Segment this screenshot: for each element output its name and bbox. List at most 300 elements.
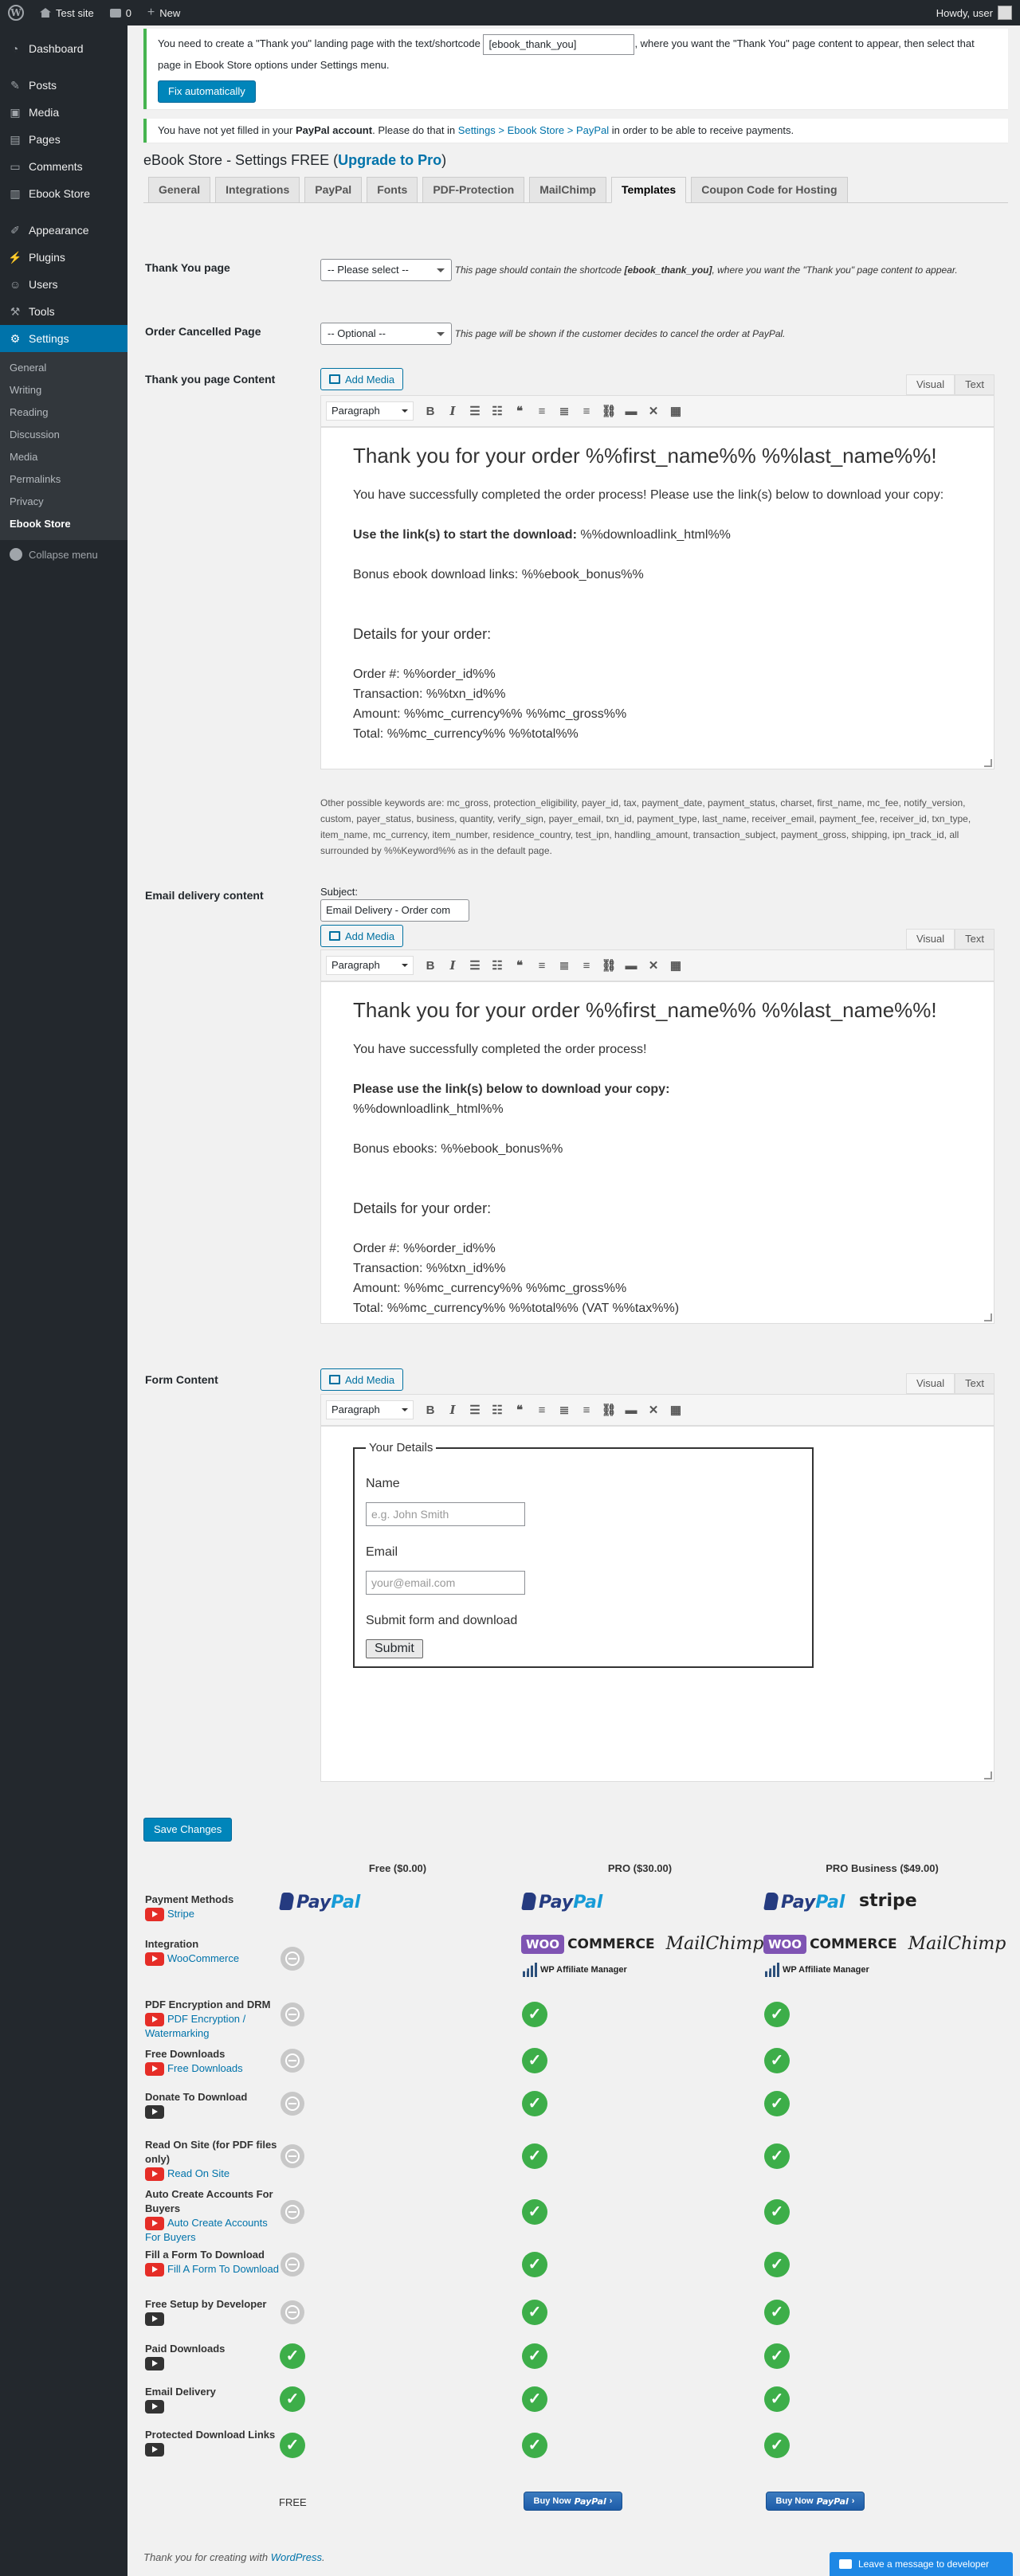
wpam-text: WP Affiliate Manager — [540, 1965, 627, 1975]
editor-paragraph — [353, 1079, 962, 1099]
editor-toolbar — [320, 395, 994, 427]
plus-icon: + — [147, 6, 155, 19]
woocommerce-logo — [763, 1934, 1006, 1954]
not-included-icon — [280, 2253, 304, 2277]
bold-icon[interactable]: B — [426, 404, 435, 418]
editor-paragraph: You have successfully completed the order process! — [353, 1043, 647, 1056]
format-select[interactable]: Paragraph — [326, 401, 414, 421]
order-cancelled-desc: This page will be shown if the customer decides to cancel the order at PayPal. — [454, 328, 786, 339]
sidebar-item-label: Users — [29, 278, 58, 291]
check-icon: ✓ — [522, 2343, 547, 2369]
tab-mailchimp[interactable]: MailChimp — [529, 177, 606, 203]
editor-heading: Thank you for your order %%first_name%% %%last_name%%! — [353, 998, 937, 1022]
read-more-icon[interactable]: ▬ — [625, 404, 638, 418]
text-tab[interactable]: Text — [955, 929, 994, 949]
check-icon: ✓ — [764, 2433, 790, 2458]
tab-integrations[interactable]: Integrations — [215, 177, 300, 203]
page-title-text: eBook Store - Settings FREE ( — [143, 151, 339, 168]
tab-templates[interactable]: Templates — [611, 177, 686, 203]
paypal-word: Pal — [573, 1893, 603, 1912]
tab-general[interactable]: General — [148, 177, 210, 203]
feature-link[interactable]: WooCommerce — [167, 1952, 240, 1964]
blockquote-icon[interactable]: ❝ — [516, 1403, 524, 1417]
check-icon: ✓ — [764, 2002, 790, 2027]
fullscreen-icon[interactable]: ✕ — [648, 1403, 659, 1417]
italic-icon[interactable]: I — [449, 1403, 456, 1417]
stripe-logo: stripe — [859, 1891, 917, 1911]
link-icon[interactable]: ⛓ — [601, 959, 617, 973]
submenu-privacy[interactable]: Privacy — [10, 495, 44, 507]
feature-name: Fill a Form To Download — [145, 2249, 265, 2261]
submenu-discussion[interactable]: Discussion — [10, 429, 60, 440]
youtube-icon[interactable] — [145, 2312, 164, 2326]
toolbar-toggle-icon[interactable]: ▦ — [669, 959, 682, 973]
row-label — [145, 2090, 280, 2119]
feature-link[interactable]: Read On Site — [167, 2167, 230, 2179]
footer-text: Thank you for creating with — [143, 2551, 271, 2563]
page-title-end: ) — [441, 151, 447, 168]
visual-tab[interactable]: Visual — [906, 1373, 955, 1394]
align-right-icon[interactable]: ≡ — [583, 958, 590, 973]
footer-end: . — [322, 2551, 325, 2563]
not-included-icon — [280, 2300, 304, 2324]
align-left-icon[interactable]: ≡ — [538, 404, 546, 418]
thankyou-editor — [320, 374, 994, 793]
text-tab[interactable]: Text — [955, 1373, 994, 1394]
editor-paragraph: Bonus ebooks: %%ebook_bonus%% — [353, 1142, 563, 1156]
pages-icon: ▤ — [10, 133, 21, 146]
site-name: Test site — [56, 6, 94, 19]
woocommerce-logo — [521, 1934, 763, 1954]
format-select[interactable]: Paragraph — [326, 956, 414, 975]
row-label — [145, 2138, 280, 2181]
order-cancelled-label: Order Cancelled Page — [145, 325, 261, 338]
feature-name: Email Delivery — [145, 2386, 216, 2398]
mailchimp-logo: MailChimp — [908, 1934, 1006, 1954]
feature-link[interactable]: Auto Create Accounts For Buyers — [145, 2217, 268, 2244]
sidebar-item-media[interactable] — [0, 99, 128, 126]
feature-link[interactable]: Free Downloads — [167, 2062, 243, 2074]
form-fieldset — [353, 1441, 814, 1668]
check-icon: ✓ — [522, 2002, 547, 2027]
thank-you-page-desc — [455, 264, 958, 276]
sidebar-item-label: Comments — [29, 160, 83, 173]
bullet-list-icon[interactable]: ☰ — [469, 1403, 481, 1417]
editor-content[interactable] — [320, 427, 994, 769]
submenu-ebook-store[interactable]: Ebook Store — [10, 518, 71, 530]
check-icon: ✓ — [764, 2048, 790, 2073]
sidebar-item-label: Settings — [29, 332, 69, 345]
check-icon: ✓ — [764, 2343, 790, 2369]
book-icon: ▥ — [10, 187, 21, 200]
sidebar-item-appearance[interactable] — [0, 217, 128, 244]
editor-tabs — [906, 929, 994, 949]
tab-pdf-protection[interactable]: PDF-Protection — [422, 177, 524, 203]
not-included-icon — [280, 2200, 304, 2224]
editor-line: Order #: %%order_id%% — [353, 1242, 496, 1255]
check-icon: ✓ — [522, 2048, 547, 2073]
email-content-label: Email delivery content — [145, 889, 264, 902]
check-icon: ✓ — [522, 2143, 547, 2169]
align-left-icon[interactable]: ≡ — [538, 1403, 546, 1417]
editor-toolbar — [320, 1394, 994, 1426]
chat-label: Leave a message to developer — [858, 2558, 990, 2570]
row-label — [145, 2342, 280, 2370]
editor-toolbar — [320, 949, 994, 981]
feature-name: Protected Download Links — [145, 2429, 276, 2441]
submenu-general[interactable]: General — [10, 362, 47, 374]
check-icon: ✓ — [764, 2300, 790, 2325]
youtube-icon[interactable] — [145, 2443, 164, 2457]
check-icon: ✓ — [764, 2199, 790, 2225]
notice-text: You have not yet filled in your — [158, 123, 293, 136]
text-tab[interactable]: Text — [955, 374, 994, 395]
fullscreen-icon[interactable]: ✕ — [648, 405, 659, 418]
row-label — [145, 2297, 280, 2326]
editor-line: Amount: %%mc_currency%% %%mc_gross%% — [353, 1282, 627, 1295]
editor-tabs — [906, 374, 994, 395]
youtube-icon[interactable] — [145, 2167, 164, 2181]
check-icon: ✓ — [280, 2433, 305, 2458]
numbered-list-icon[interactable]: ☷ — [492, 405, 503, 418]
youtube-icon[interactable] — [145, 2217, 164, 2230]
youtube-icon[interactable] — [145, 1952, 164, 1966]
editor-paragraph: Bonus ebook download links: %%ebook_bonus%% — [353, 568, 644, 581]
submenu-reading[interactable]: Reading — [10, 406, 49, 418]
submit-text: Submit form and download — [366, 1614, 518, 1627]
blockquote-icon[interactable]: ❝ — [516, 959, 524, 973]
check-icon: ✓ — [522, 2091, 547, 2116]
sidebar-item-users[interactable] — [0, 271, 128, 298]
italic-icon[interactable]: I — [449, 404, 456, 418]
column-header-pro: PRO ($30.00) — [607, 1862, 673, 1874]
feature-name: PDF Encryption and DRM — [145, 1999, 271, 2010]
editor-paragraph: Details for your order: — [353, 1200, 492, 1216]
paypal-logo — [523, 1893, 602, 1912]
sidebar-item-settings[interactable] — [0, 325, 128, 352]
wordpress-link[interactable]: WordPress — [270, 2551, 322, 2563]
upgrade-link[interactable]: Upgrade to Pro — [338, 151, 442, 168]
email-editor — [320, 929, 994, 1347]
plugin-icon: ⚡ — [8, 251, 22, 264]
order-cancelled-field — [320, 323, 786, 345]
submenu-permalinks[interactable]: Permalinks — [10, 473, 61, 485]
youtube-icon[interactable] — [145, 2105, 164, 2119]
site-name-menu[interactable] — [32, 0, 102, 25]
resize-handle[interactable] — [984, 759, 992, 767]
wordpress-logo-icon: W — [8, 5, 24, 21]
align-right-icon[interactable]: ≡ — [583, 1403, 590, 1417]
check-icon: ✓ — [522, 2252, 547, 2277]
comments-count: 0 — [125, 6, 131, 19]
paypal-logo — [765, 1893, 845, 1912]
youtube-icon[interactable] — [145, 2357, 164, 2370]
feature-name: Integration — [145, 1938, 199, 1950]
feature-link[interactable]: PDF Encryption / Watermarking — [145, 2013, 246, 2040]
link-icon[interactable]: ⛓ — [601, 1403, 617, 1417]
notice-text: . Please do that in — [372, 123, 456, 136]
sidebar-item-pages[interactable] — [0, 126, 128, 153]
feature-name: Auto Create Accounts For Buyers — [145, 2188, 273, 2214]
media-icon: ▣ — [10, 106, 21, 119]
desc-code: [ebook_thank_you] — [624, 264, 712, 276]
row-label — [145, 2248, 280, 2277]
editor-line: Amount: %%mc_currency%% %%mc_gross%% — [353, 707, 627, 721]
notice-bold: PayPal account — [295, 123, 373, 136]
sidebar-item-tools[interactable] — [0, 298, 128, 325]
numbered-list-icon[interactable]: ☷ — [492, 1403, 503, 1417]
check-icon: ✓ — [522, 2433, 547, 2458]
editor-content[interactable] — [320, 981, 994, 1324]
mailchimp-logo: MailChimp — [665, 1934, 764, 1954]
admin-sidebar — [0, 25, 128, 2576]
paypal-logo — [280, 1893, 360, 1912]
shortcode-field[interactable]: [ebook_thank_you] — [483, 34, 634, 55]
editor-bold: Use the link(s) to start the download: — [353, 528, 577, 542]
italic-icon[interactable]: I — [449, 958, 456, 973]
subject-label: Subject: — [320, 886, 358, 898]
blockquote-icon[interactable]: ❝ — [516, 405, 524, 418]
buy-now-pro-button[interactable] — [524, 2492, 622, 2511]
notice-text: in order to be able to receive payments. — [611, 123, 794, 136]
editor-heading: Thank you for your order %%first_name%% %%last_name%%! — [353, 444, 937, 468]
tab-paypal[interactable]: PayPal — [304, 177, 362, 203]
comments-menu[interactable] — [102, 0, 139, 25]
wrench-icon: ⚒ — [10, 305, 21, 318]
woo-box: WOO — [521, 1935, 564, 1954]
buy-now-paypal-label: PayPal — [574, 2496, 606, 2507]
paypal-mark-icon — [763, 1893, 779, 1910]
read-more-icon[interactable]: ▬ — [625, 958, 638, 973]
not-included-icon — [280, 2049, 304, 2073]
fix-automatically-button[interactable]: Fix automatically — [158, 80, 256, 103]
settings-icon: ⚙ — [10, 332, 21, 345]
check-icon: ✓ — [280, 2343, 305, 2369]
link-icon[interactable]: ⛓ — [601, 405, 617, 418]
form-editor — [320, 1373, 994, 1791]
buy-now-label: Buy Now — [533, 2496, 571, 2506]
align-left-icon[interactable]: ≡ — [538, 958, 546, 973]
free-label: FREE — [279, 2496, 307, 2508]
editor-paragraph — [353, 525, 962, 545]
woo-box: WOO — [763, 1935, 806, 1954]
row-label — [145, 2428, 280, 2457]
collapse-menu-button[interactable] — [0, 540, 128, 569]
visual-tab[interactable]: Visual — [906, 374, 955, 395]
notice-text: , where you want the "Thank You" page content to appear, then select that page in Ebook Store options under Settings menu. — [158, 37, 975, 71]
tab-coupon-code[interactable]: Coupon Code for Hosting — [691, 177, 847, 203]
editor-bold: Please use the link(s) below to download your copy: — [353, 1082, 670, 1096]
submenu-writing[interactable]: Writing — [10, 384, 42, 396]
new-label: New — [159, 6, 181, 19]
bold-icon[interactable]: B — [426, 1403, 435, 1417]
sidebar-item-label: Media — [29, 106, 60, 119]
add-media-label: Add Media — [345, 1373, 395, 1386]
email-label: Email — [366, 1545, 398, 1559]
toolbar-toggle-icon[interactable]: ▦ — [669, 405, 682, 418]
check-icon: ✓ — [280, 2386, 305, 2412]
comment-icon: ▭ — [10, 160, 21, 173]
align-right-icon[interactable]: ≡ — [583, 404, 590, 418]
thank-you-page-label: Thank You page — [145, 261, 230, 274]
bold-icon[interactable]: B — [426, 958, 435, 973]
keywords-help: Other possible keywords are: mc_gross, protection_eligibility, payer_id, tax, payment_date, payment_status, charset, first_name, mc_fee, notify_version, custom, payer_status, business, quantity, verify_sign, payer_email, txn_id, payment_type, last_name, receiver_email, payment_fee, receiver_id, txn_type, item_name, mc_currency, item_number, residence_country, test_ipn, handling_amount, transaction_subject, payment_gross, shipping, ipn_track_id, all surrounded by %%Keyword%% as in the default page. — [320, 797, 971, 856]
youtube-icon[interactable] — [145, 2013, 164, 2026]
resize-handle[interactable] — [984, 1771, 992, 1779]
save-changes-button[interactable]: Save Changes — [143, 1818, 232, 1842]
sidebar-item-label: Dashboard — [29, 42, 84, 55]
feature-name: Read On Site (for PDF files only) — [145, 2139, 277, 2165]
align-center-icon[interactable]: ≣ — [559, 1403, 570, 1417]
row-label — [145, 2047, 280, 2076]
desc-text: , where you want the "Thank you" page content to appear. — [712, 264, 958, 276]
buy-now-label: Buy Now — [775, 2496, 814, 2506]
sidebar-item-ebook-store[interactable] — [0, 180, 128, 207]
settings-form — [143, 0, 1008, 2576]
paypal-word: Pal — [331, 1893, 361, 1912]
toolbar-toggle-icon[interactable]: ▦ — [669, 1403, 682, 1417]
row-label — [145, 1998, 280, 2041]
read-more-icon[interactable]: ▬ — [625, 1403, 638, 1417]
form-content-label: Form Content — [145, 1373, 218, 1386]
editor-line: Total: %%mc_currency%% %%total%% — [353, 727, 579, 741]
check-icon: ✓ — [764, 2091, 790, 2116]
paypal-word: Pal — [815, 1893, 845, 1912]
form-legend: Your Details — [369, 1441, 434, 1454]
feature-link[interactable]: Stripe — [167, 1908, 194, 1920]
buy-now-business-button[interactable] — [766, 2492, 865, 2511]
collapse-label: Collapse menu — [29, 548, 98, 561]
feature-name: Free Downloads — [145, 2048, 226, 2060]
not-included-icon — [280, 2002, 304, 2026]
email-input[interactable]: your@email.com — [366, 1571, 525, 1595]
tab-fonts[interactable]: Fonts — [367, 177, 418, 203]
sidebar-item-plugins[interactable] — [0, 244, 128, 271]
chart-bars-icon — [765, 1963, 779, 1977]
thank-you-page-field — [320, 259, 994, 281]
align-center-icon[interactable]: ≣ — [559, 405, 570, 418]
numbered-list-icon[interactable]: ☷ — [492, 959, 503, 973]
fullscreen-icon[interactable]: ✕ — [648, 959, 659, 973]
editor-line: Order #: %%order_id%% — [353, 667, 496, 681]
thankyou-content-label: Thank you page Content — [145, 373, 276, 386]
sidebar-item-label: Posts — [29, 79, 57, 92]
feature-name: Free Setup by Developer — [145, 2298, 267, 2310]
subject-input[interactable]: Email Delivery - Order com — [320, 899, 469, 922]
leave-message-button[interactable] — [830, 2552, 1013, 2576]
youtube-icon[interactable] — [145, 2062, 164, 2076]
chevron-right-icon: › — [851, 2496, 855, 2506]
howdy-text: Howdy, user — [936, 6, 993, 19]
wp-affiliate-manager-logo — [765, 1963, 869, 1977]
editor-paragraph: You have successfully completed the order process! Please use the link(s) below to download your copy: — [353, 488, 944, 502]
paypal-mark-icon — [279, 1893, 295, 1910]
format-select[interactable]: Paragraph — [326, 1400, 414, 1419]
pin-icon: ✎ — [10, 79, 20, 92]
sidebar-item-comments[interactable] — [0, 153, 128, 180]
feature-name: Payment Methods — [145, 1893, 234, 1905]
sidebar-item-posts[interactable] — [0, 72, 128, 99]
envelope-icon — [839, 2559, 852, 2569]
name-input[interactable]: e.g. John Smith — [366, 1502, 525, 1526]
editor-line: Transaction: %%txn_id%% — [353, 1262, 506, 1275]
row-label — [145, 2385, 280, 2414]
align-center-icon[interactable]: ≣ — [559, 959, 570, 973]
editor-tabs — [906, 1373, 994, 1394]
check-icon: ✓ — [522, 2199, 547, 2225]
sidebar-item-dashboard[interactable] — [0, 35, 128, 62]
sidebar-item-label: Pages — [29, 133, 61, 146]
paypal-word: Pay — [539, 1893, 574, 1912]
editor-line: Transaction: %%txn_id%% — [353, 687, 506, 701]
bullet-list-icon[interactable]: ☰ — [469, 959, 481, 973]
not-included-icon — [280, 2092, 304, 2116]
paypal-mark-icon — [521, 1893, 537, 1910]
add-media-label: Add Media — [345, 373, 395, 386]
form-submit-button[interactable]: Submit — [366, 1639, 423, 1658]
name-label: Name — [366, 1477, 400, 1490]
youtube-icon[interactable] — [145, 1908, 164, 1921]
check-icon: ✓ — [522, 2300, 547, 2325]
sidebar-item-label: Tools — [29, 305, 55, 318]
notice-text: You need to create a "Thank you" landing page with the text/shortcode — [158, 37, 481, 49]
users-icon: ☺ — [9, 278, 22, 291]
comment-icon — [110, 9, 121, 18]
feature-link[interactable]: Fill A Form To Download — [167, 2263, 279, 2275]
desc-text: This page should contain the shortcode — [454, 264, 622, 276]
admin-footer — [143, 2551, 325, 2563]
youtube-icon[interactable] — [145, 2263, 164, 2277]
settings-submenu — [0, 352, 128, 540]
order-cancelled-select[interactable]: -- Optional -- — [320, 323, 452, 345]
sidebar-item-label: Ebook Store — [29, 187, 91, 200]
submenu-media[interactable]: Media — [10, 451, 38, 463]
brush-icon: ✐ — [10, 224, 20, 237]
column-header-free: Free ($0.00) — [368, 1862, 427, 1874]
resize-handle[interactable] — [984, 1313, 992, 1321]
thank-you-page-select[interactable]: -- Please select -- — [320, 259, 452, 281]
editor-line: Total: %%mc_currency%% %%total%% (VAT %%tax%%) — [353, 1302, 680, 1315]
row-label — [145, 2187, 280, 2245]
column-header-business: PRO Business ($49.00) — [826, 1862, 939, 1874]
visual-tab[interactable]: Visual — [906, 929, 955, 949]
add-media-label: Add Media — [345, 930, 395, 942]
check-icon: ✓ — [764, 2143, 790, 2169]
home-icon — [40, 8, 51, 18]
paypal-settings-link[interactable]: Settings > Ebook Store > PayPal — [457, 123, 610, 136]
dashboard-icon: ◔ — [11, 42, 19, 55]
row-label — [145, 1893, 280, 1921]
chevron-right-icon: › — [609, 2496, 613, 2506]
wp-affiliate-manager-logo — [523, 1963, 627, 1977]
editor-text: %%downloadlink_html%% — [576, 528, 731, 542]
check-icon: ✓ — [764, 2252, 790, 2277]
row-label — [145, 1937, 280, 1966]
check-icon: ✓ — [522, 2386, 547, 2412]
editor-paragraph: Details for your order: — [353, 626, 492, 642]
feature-name: Donate To Download — [145, 2091, 248, 2103]
not-included-icon — [280, 1947, 304, 1971]
wp-logo-menu[interactable] — [0, 0, 32, 25]
editor-content[interactable] — [320, 1426, 994, 1782]
sidebar-item-label: Plugins — [29, 251, 65, 264]
bullet-list-icon[interactable]: ☰ — [469, 405, 481, 418]
wpam-text: WP Affiliate Manager — [783, 1965, 869, 1975]
check-icon: ✓ — [764, 2386, 790, 2412]
feature-name: Paid Downloads — [145, 2343, 226, 2355]
youtube-icon[interactable] — [145, 2400, 164, 2414]
buy-now-paypal-label: PayPal — [816, 2496, 849, 2507]
